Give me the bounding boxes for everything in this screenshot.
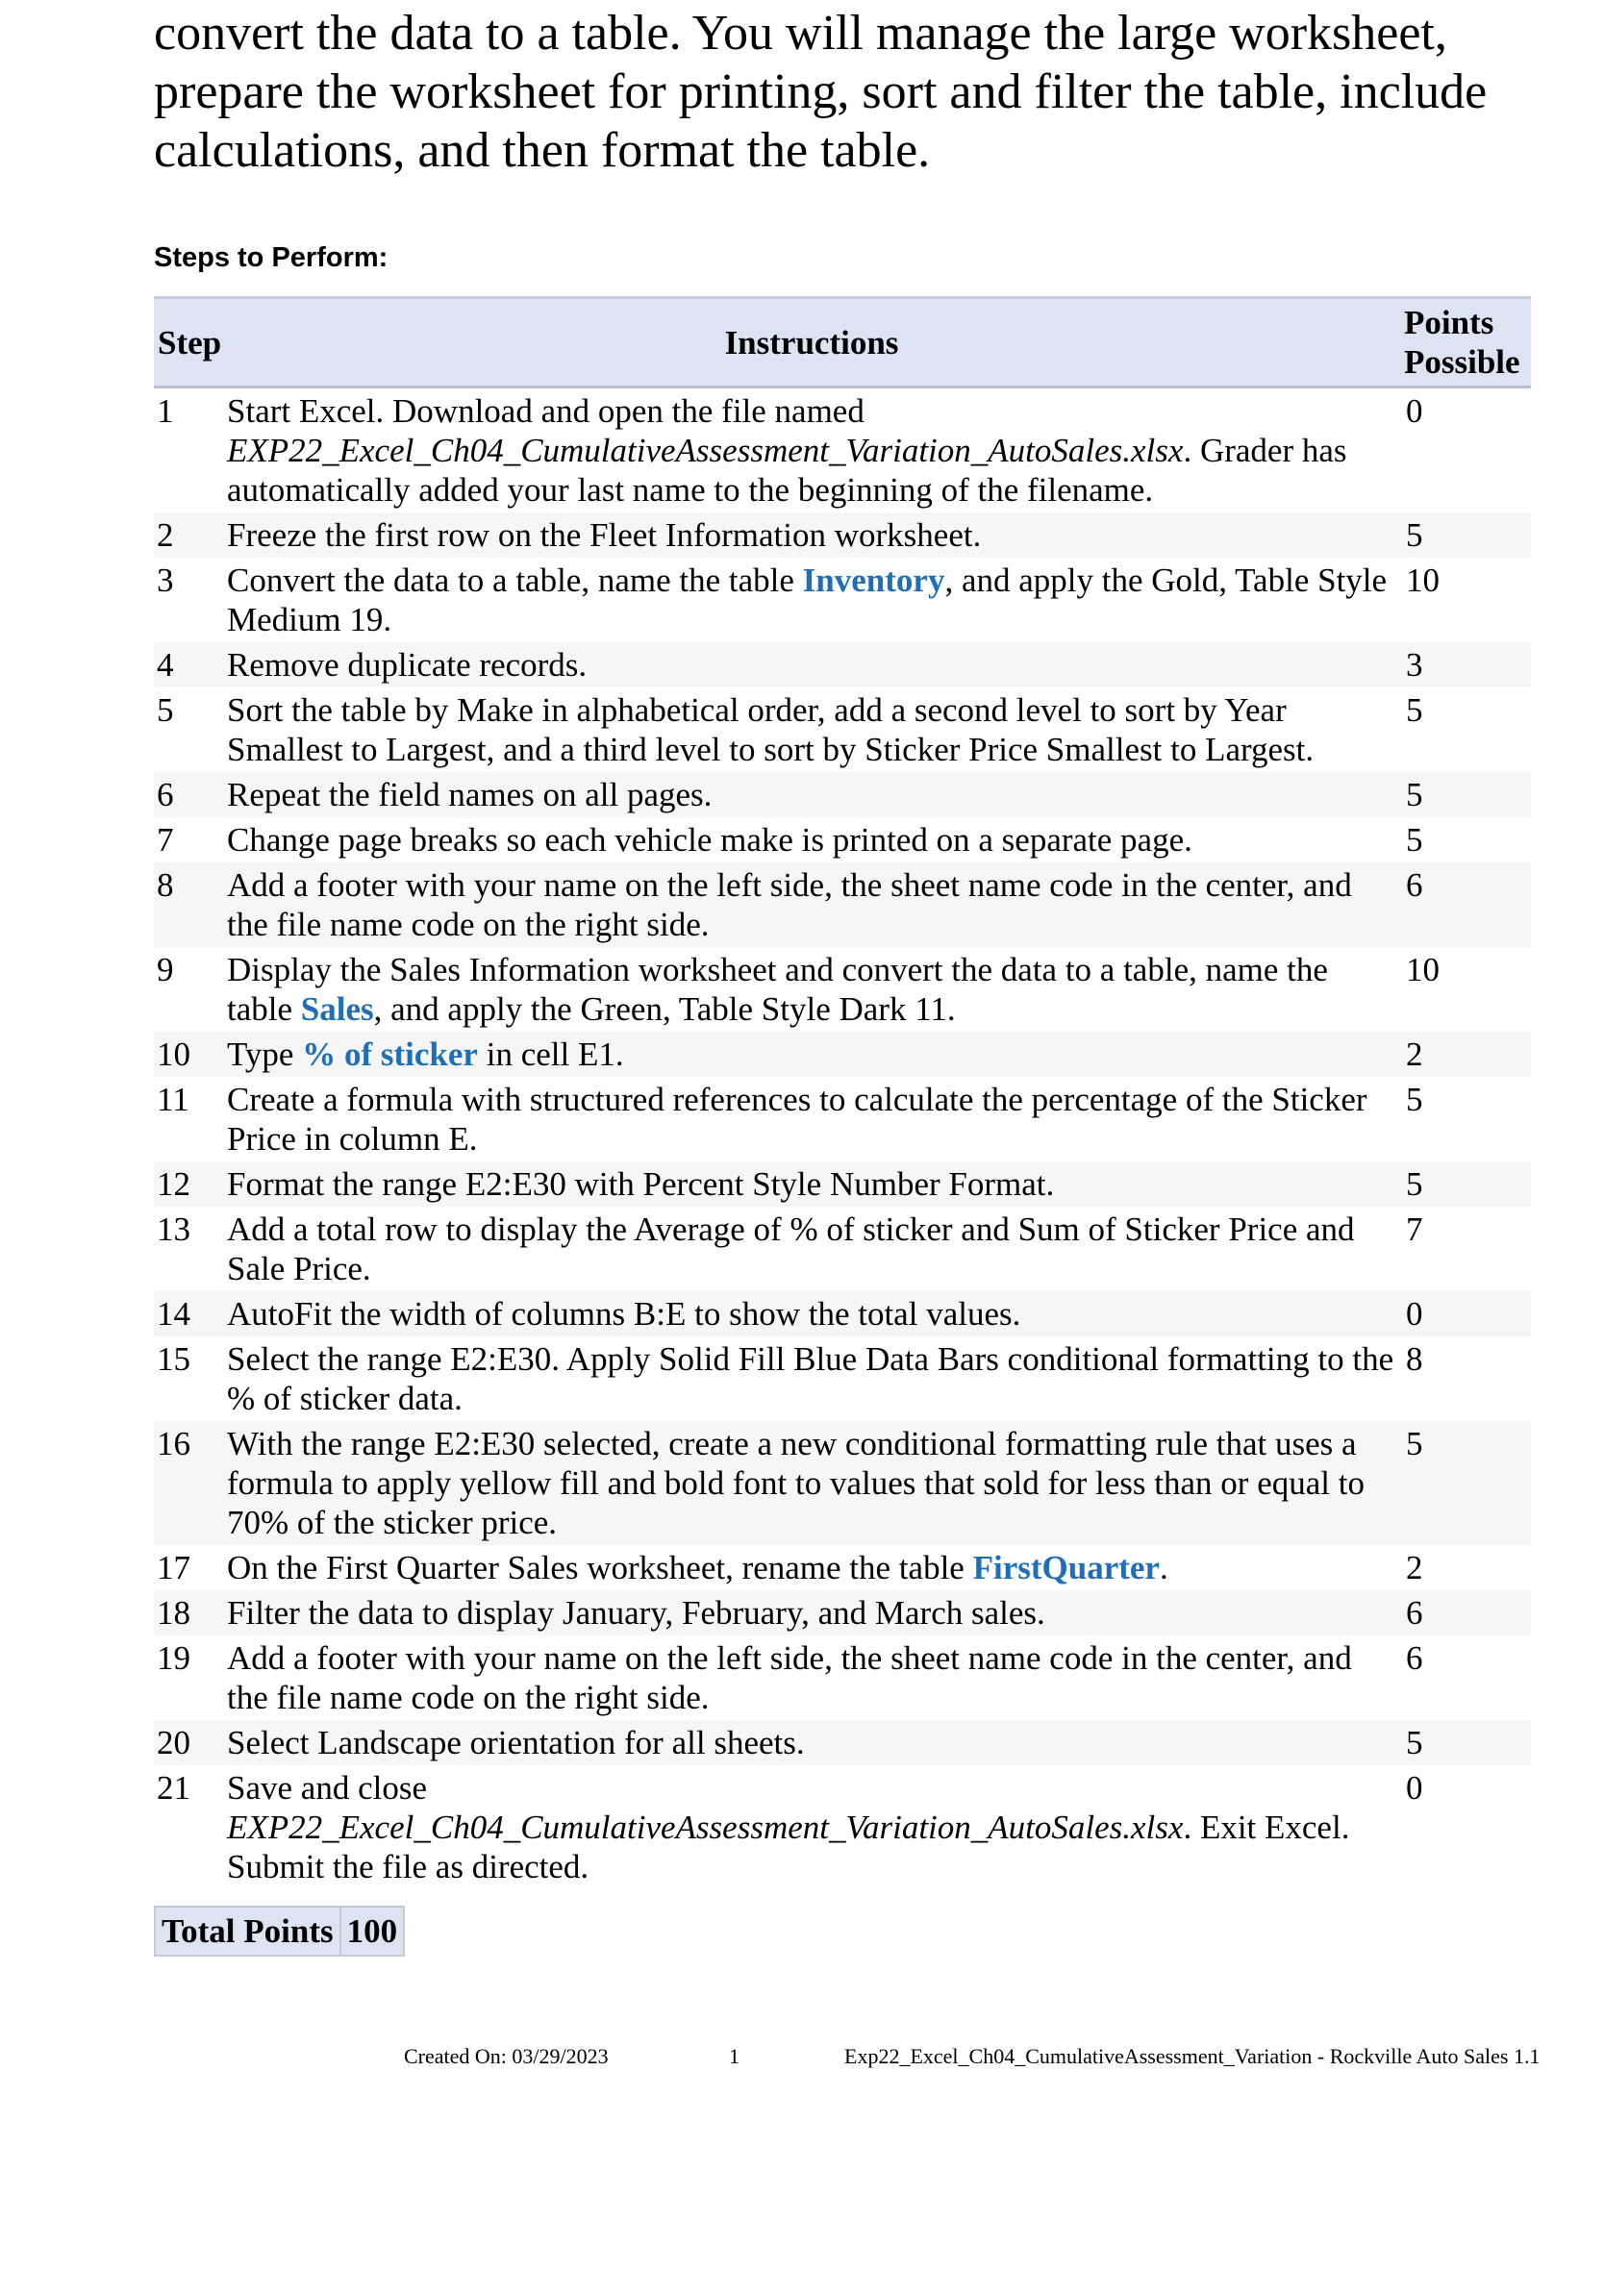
instruction-text: Save and close <box>227 1769 427 1807</box>
table-row <box>154 1765 1531 1889</box>
step-number: 10 <box>154 1032 223 1077</box>
step-points: 10 <box>1406 951 1440 988</box>
header-points <box>1400 298 1531 387</box>
total-points-row <box>155 1907 404 1956</box>
table-row <box>154 558 1531 642</box>
step-points: 3 <box>1400 642 1531 687</box>
step-number: 4 <box>154 642 223 687</box>
step-instruction <box>223 1765 1400 1889</box>
step-points: 2 <box>1400 1032 1531 1077</box>
highlight-term: Inventory <box>802 562 945 599</box>
instruction-text: Display the Sales Information worksheet and convert the data to a table, name the table <box>227 951 1328 1028</box>
step-instruction: Add a footer with your name on the left side, the sheet name code in the center, and the file name code on the right side. <box>223 862 1400 947</box>
table-header-row <box>154 298 1531 387</box>
step-instruction: Filter the data to display January, February, and March sales. <box>223 1590 1400 1635</box>
step-instruction <box>223 558 1400 642</box>
filename-text: EXP22_Excel_Ch04_CumulativeAssessment_Variation_AutoSales.xlsx <box>227 432 1184 469</box>
table-row <box>154 1291 1531 1336</box>
instruction-text: . Exit Excel. Submit the file as directed. <box>227 1809 1350 1885</box>
step-points: 5 <box>1400 772 1531 817</box>
table-row <box>154 387 1531 513</box>
step-number: 19 <box>157 1639 190 1677</box>
intro-line: convert the data to a table. You will manage the large worksheet, <box>154 6 1447 61</box>
step-number: 9 <box>157 951 174 988</box>
step-number: 7 <box>157 821 174 859</box>
filename-text: EXP22_Excel_Ch04_CumulativeAssessment_Variation_AutoSales.xlsx <box>227 1809 1184 1846</box>
header-step: Step <box>154 298 223 387</box>
footer-page-number: 1 <box>729 2044 739 2068</box>
step-number: 16 <box>154 1421 223 1545</box>
step-number: 3 <box>157 562 174 599</box>
table-row <box>154 687 1531 772</box>
table-row <box>154 1207 1531 1291</box>
step-points: 0 <box>1406 392 1423 430</box>
highlight-term: Sales <box>300 990 374 1028</box>
instruction-text: , and apply the Green, Table Style Dark 11. <box>373 990 956 1028</box>
header-instructions: Instructions <box>223 298 1400 387</box>
step-instruction <box>223 1032 1400 1077</box>
highlight-term: % of sticker <box>302 1036 478 1073</box>
table-row <box>154 1545 1531 1590</box>
table-row <box>154 1077 1531 1161</box>
step-points: 6 <box>1406 1639 1423 1677</box>
table-row <box>154 862 1531 947</box>
table-row <box>154 1421 1531 1545</box>
step-points: 5 <box>1406 821 1423 859</box>
steps-table <box>154 296 1531 1889</box>
instruction-text: . Grader has automatically added your last name to the beginning of the filename. <box>227 432 1347 509</box>
step-points: 5 <box>1406 1081 1423 1118</box>
header-points-line: Points <box>1404 304 1494 341</box>
instruction-text: Type <box>227 1036 303 1073</box>
instruction-text: Start Excel. Download and open the file named <box>227 392 865 430</box>
intro-line: prepare the worksheet for printing, sort and filter the table, include <box>154 64 1488 119</box>
header-points-line: Possible <box>1404 343 1520 381</box>
step-instruction: With the range E2:E30 selected, create a new conditional formatting rule that uses a formula to apply yellow fill and bold font to values that sold for less than or equal to 70% of the sticker price. <box>223 1421 1400 1545</box>
step-number: 2 <box>154 512 223 558</box>
table-row <box>154 1336 1531 1421</box>
step-number: 1 <box>157 392 174 430</box>
footer-document-title: Exp22_Excel_Ch04_CumulativeAssessment_Variation - Rockville Auto Sales 1.1 <box>844 2044 1541 2068</box>
step-number: 18 <box>154 1590 223 1635</box>
step-number: 12 <box>154 1161 223 1207</box>
step-number: 6 <box>154 772 223 817</box>
instruction-text: On the First Quarter Sales worksheet, rename the table <box>227 1549 973 1586</box>
table-row <box>154 947 1531 1032</box>
step-points: 5 <box>1400 1161 1531 1207</box>
total-points-label: Total Points <box>155 1907 340 1956</box>
step-instruction <box>223 387 1400 513</box>
step-instruction: Change page breaks so each vehicle make is printed on a separate page. <box>227 821 1192 859</box>
step-instruction: Add a total row to display the Average of % of sticker and Sum of Sticker Price and Sale Price. <box>227 1210 1355 1287</box>
table-row <box>154 1635 1531 1720</box>
step-points: 5 <box>1406 691 1423 729</box>
step-instruction: Select Landscape orientation for all sheets. <box>223 1720 1400 1765</box>
step-number: 21 <box>157 1769 190 1807</box>
total-points-table <box>154 1906 405 1957</box>
step-points: 2 <box>1406 1549 1423 1586</box>
step-points: 5 <box>1400 512 1531 558</box>
step-number: 13 <box>157 1210 190 1248</box>
instruction-text: . <box>1159 1549 1168 1586</box>
total-points-value: 100 <box>340 1907 405 1956</box>
step-instruction: AutoFit the width of columns B:E to show the total values. <box>223 1291 1400 1336</box>
step-instruction: Add a footer with your name on the left side, the sheet name code in the center, and the file name code on the right side. <box>227 1639 1352 1716</box>
step-points: 10 <box>1406 562 1440 599</box>
step-number: 5 <box>157 691 174 729</box>
step-number: 14 <box>154 1291 223 1336</box>
highlight-term: FirstQuarter <box>972 1549 1160 1586</box>
footer-created-date: Created On: 03/29/2023 <box>404 2044 609 2068</box>
table-row <box>154 512 1531 558</box>
intro-line: calculations, and then format the table. <box>154 123 931 178</box>
table-row <box>154 1720 1531 1765</box>
table-row <box>154 642 1531 687</box>
step-instruction: Repeat the field names on all pages. <box>223 772 1400 817</box>
step-number: 15 <box>157 1340 190 1378</box>
step-instruction: Select the range E2:E30. Apply Solid Fill Blue Data Bars conditional formatting to the % of sticker data. <box>227 1340 1394 1417</box>
step-points: 6 <box>1400 862 1531 947</box>
step-points: 7 <box>1406 1210 1423 1248</box>
table-row <box>154 817 1531 862</box>
step-number: 17 <box>157 1549 190 1586</box>
step-instruction <box>223 947 1400 1032</box>
table-row <box>154 1590 1531 1635</box>
table-row <box>154 1161 1531 1207</box>
step-points: 0 <box>1400 1291 1531 1336</box>
step-instruction: Format the range E2:E30 with Percent Style Number Format. <box>223 1161 1400 1207</box>
step-points: 5 <box>1400 1421 1531 1545</box>
step-instruction: Create a formula with structured references to calculate the percentage of the Sticker Price in column E. <box>227 1081 1367 1158</box>
step-instruction: Sort the table by Make in alphabetical order, add a second level to sort by Year Smallest to Largest, and a third level to sort by Sticker Price Smallest to Largest. <box>227 691 1315 768</box>
instruction-text: in cell E1. <box>477 1036 624 1073</box>
step-points: 5 <box>1400 1720 1531 1765</box>
step-number: 8 <box>154 862 223 947</box>
table-row <box>154 1032 1531 1077</box>
step-instruction: Freeze the first row on the Fleet Information worksheet. <box>223 512 1400 558</box>
step-points: 8 <box>1406 1340 1423 1378</box>
instruction-text: Convert the data to a table, name the table <box>227 562 803 599</box>
table-row <box>154 772 1531 817</box>
step-instruction <box>223 1545 1400 1590</box>
step-points: 0 <box>1406 1769 1423 1807</box>
steps-heading: Steps to Perform: <box>154 242 388 273</box>
intro-paragraph <box>154 4 1558 180</box>
step-points: 6 <box>1400 1590 1531 1635</box>
instruction-text: , and apply the Gold, Table Style Medium 19. <box>227 562 1388 638</box>
step-number: 11 <box>157 1081 189 1118</box>
step-number: 20 <box>154 1720 223 1765</box>
step-instruction: Remove duplicate records. <box>223 642 1400 687</box>
